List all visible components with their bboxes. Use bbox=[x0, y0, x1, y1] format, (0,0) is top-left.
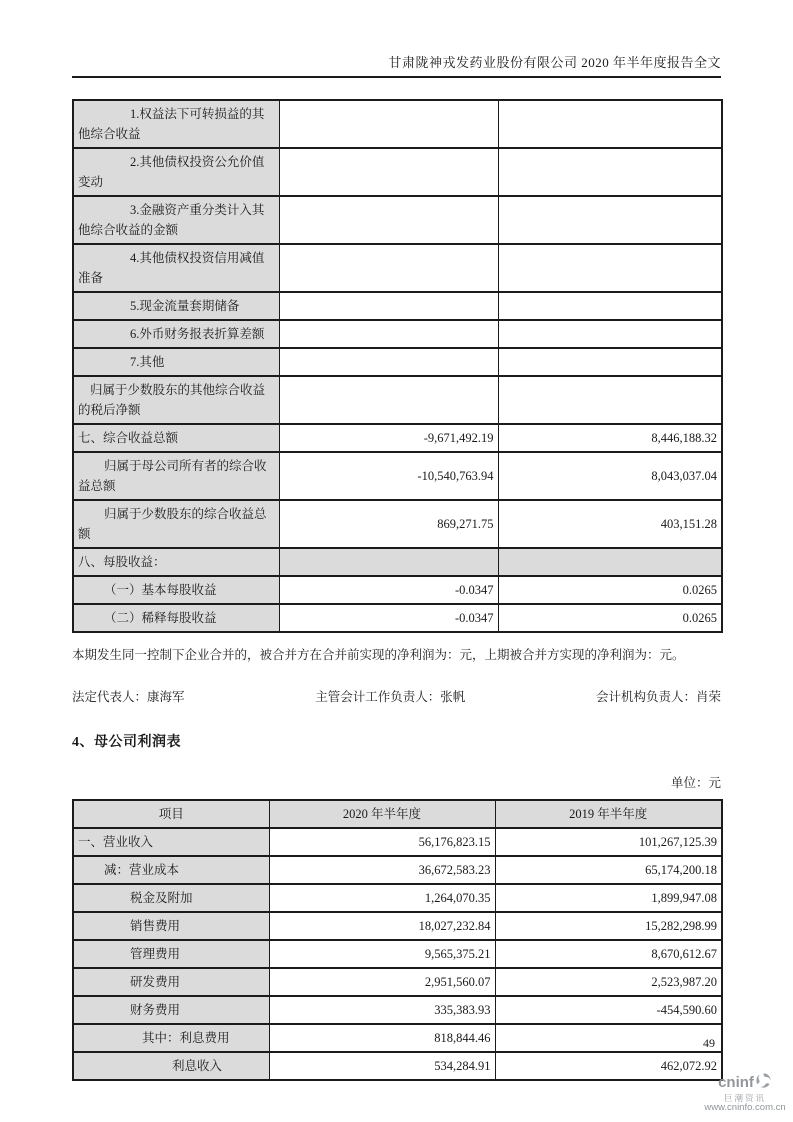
row-label: 1.权益法下可转损益的其他综合收益 bbox=[73, 100, 279, 148]
value-2020 bbox=[279, 376, 498, 424]
row-label: 2.其他债权投资公允价值变动 bbox=[73, 148, 279, 196]
table-row bbox=[73, 968, 722, 996]
table-row bbox=[73, 856, 722, 884]
table-row bbox=[73, 996, 722, 1024]
value-2019 bbox=[498, 320, 722, 348]
row-label: （一）基本每股收益 bbox=[73, 576, 279, 604]
value-2020 bbox=[279, 100, 498, 148]
table-header-row bbox=[73, 800, 722, 828]
table-row bbox=[73, 320, 722, 348]
value-2020: 1,264,070.35 bbox=[269, 884, 495, 912]
row-label: 利息收入 bbox=[73, 1052, 269, 1080]
row-label: 7.其他 bbox=[73, 348, 279, 376]
value-2020: 18,027,232.84 bbox=[269, 912, 495, 940]
table-row bbox=[73, 500, 722, 548]
value-2020 bbox=[279, 148, 498, 196]
value-2019 bbox=[498, 348, 722, 376]
page-number: 49 bbox=[703, 1036, 715, 1050]
table-row bbox=[73, 1052, 722, 1080]
value-2019: 462,072.92 bbox=[495, 1052, 722, 1080]
row-label: （二）稀释每股收益 bbox=[73, 604, 279, 632]
table-row bbox=[73, 100, 722, 148]
row-label: 6.外币财务报表折算差额 bbox=[73, 320, 279, 348]
value-2019 bbox=[498, 100, 722, 148]
row-label: 税金及附加 bbox=[73, 884, 269, 912]
table-row bbox=[73, 376, 722, 424]
value-2020 bbox=[279, 244, 498, 292]
value-2020: 818,844.46 bbox=[269, 1024, 495, 1052]
value-2020 bbox=[279, 548, 498, 576]
table-row bbox=[73, 604, 722, 632]
row-label: 一、营业收入 bbox=[73, 828, 269, 856]
value-2019: 0.0265 bbox=[498, 576, 722, 604]
accounting-dept-head: 会计机构负责人：肖荣 bbox=[595, 690, 721, 704]
row-label: 销售费用 bbox=[73, 912, 269, 940]
value-2019: 101,267,125.39 bbox=[495, 828, 722, 856]
table-row bbox=[73, 576, 722, 604]
value-2019: 65,174,200.18 bbox=[495, 856, 722, 884]
cninfo-swirl-icon bbox=[755, 1072, 772, 1094]
table-row bbox=[73, 292, 722, 320]
cninfo-brand-text: cninf bbox=[718, 1073, 754, 1091]
value-2020: 869,271.75 bbox=[279, 500, 498, 548]
value-2019: 8,670,612.67 bbox=[495, 940, 722, 968]
value-2020: 2,951,560.07 bbox=[269, 968, 495, 996]
value-2019: 1,899,947.08 bbox=[495, 884, 722, 912]
row-label: 归属于少数股东的综合收益总额 bbox=[73, 500, 279, 548]
value-2019 bbox=[498, 376, 722, 424]
value-2019 bbox=[498, 196, 722, 244]
table-row bbox=[73, 452, 722, 500]
value-2020: -0.0347 bbox=[279, 604, 498, 632]
table-row bbox=[73, 424, 722, 452]
value-2020: -9,671,492.19 bbox=[279, 424, 498, 452]
table-row bbox=[73, 148, 722, 196]
value-2019 bbox=[498, 548, 722, 576]
table-row bbox=[73, 828, 722, 856]
table-row bbox=[73, 548, 722, 576]
value-2020 bbox=[279, 196, 498, 244]
value-2020: -0.0347 bbox=[279, 576, 498, 604]
merger-footnote: 本期发生同一控制下企业合并的，被合并方在合并前实现的净利润为：元，上期被合并方实现的净利润为：元。 bbox=[72, 648, 685, 662]
parent-company-income-table bbox=[72, 799, 723, 1081]
row-label: 八、每股收益： bbox=[73, 548, 279, 576]
row-label: 5.现金流量套期储备 bbox=[73, 292, 279, 320]
row-label: 其中：利息费用 bbox=[73, 1024, 269, 1052]
row-label: 财务费用 bbox=[73, 996, 269, 1024]
legal-representative: 法定代表人：康海军 bbox=[72, 690, 185, 704]
row-label: 管理费用 bbox=[73, 940, 269, 968]
value-2019 bbox=[498, 148, 722, 196]
row-label: 归属于少数股东的其他综合收益的税后净额 bbox=[73, 376, 279, 424]
value-2019: 0.0265 bbox=[498, 604, 722, 632]
value-2020: 335,383.93 bbox=[269, 996, 495, 1024]
row-label: 研发费用 bbox=[73, 968, 269, 996]
value-2020 bbox=[279, 348, 498, 376]
row-label: 七、综合收益总额 bbox=[73, 424, 279, 452]
cninfo-logo bbox=[702, 1072, 788, 1113]
value-2020 bbox=[279, 292, 498, 320]
column-header-2019: 2019 年半年度 bbox=[495, 800, 722, 828]
row-label: 减：营业成本 bbox=[73, 856, 269, 884]
value-2020: -10,540,763.94 bbox=[279, 452, 498, 500]
value-2020: 9,565,375.21 bbox=[269, 940, 495, 968]
section-title: 4、母公司利润表 bbox=[72, 735, 181, 750]
table-row bbox=[73, 940, 722, 968]
table-row bbox=[73, 196, 722, 244]
value-2019 bbox=[498, 244, 722, 292]
table-row bbox=[73, 244, 722, 292]
value-2019: 403,151.28 bbox=[498, 500, 722, 548]
value-2019: 8,043,037.04 bbox=[498, 452, 722, 500]
table-row bbox=[73, 348, 722, 376]
value-2019: 8,446,188.32 bbox=[498, 424, 722, 452]
value-2020: 56,176,823.15 bbox=[269, 828, 495, 856]
comprehensive-income-table bbox=[72, 99, 723, 633]
chief-accounting-officer: 主管会计工作负责人：张帆 bbox=[315, 690, 466, 704]
cninfo-chinese-name: 巨潮资讯 bbox=[723, 1092, 766, 1103]
value-2019: 15,282,298.99 bbox=[495, 912, 722, 940]
value-2019 bbox=[498, 292, 722, 320]
signature-line bbox=[72, 687, 721, 705]
table-row bbox=[73, 1024, 722, 1052]
column-header-2020: 2020 年半年度 bbox=[269, 800, 495, 828]
table-row bbox=[73, 884, 722, 912]
row-label: 3.金融资产重分类计入其他综合收益的金额 bbox=[73, 196, 279, 244]
table-row bbox=[73, 912, 722, 940]
page-header: 甘肃陇神戎发药业股份有限公司 2020 年半年度报告全文 bbox=[72, 52, 721, 78]
value-2020: 534,284.91 bbox=[269, 1052, 495, 1080]
row-label: 4.其他债权投资信用减值准备 bbox=[73, 244, 279, 292]
page-content bbox=[72, 0, 721, 1081]
value-2019 bbox=[495, 1024, 722, 1052]
row-label: 归属于母公司所有者的综合收益总额 bbox=[73, 452, 279, 500]
value-2020: 36,672,583.23 bbox=[269, 856, 495, 884]
value-2019: -454,590.60 bbox=[495, 996, 722, 1024]
value-2020 bbox=[279, 320, 498, 348]
cninfo-url: www.cninfo.com.cn bbox=[704, 1101, 786, 1113]
value-2019: 2,523,987.20 bbox=[495, 968, 722, 996]
unit-label: 单位：元 bbox=[670, 776, 721, 790]
column-header-item: 项目 bbox=[73, 800, 269, 828]
